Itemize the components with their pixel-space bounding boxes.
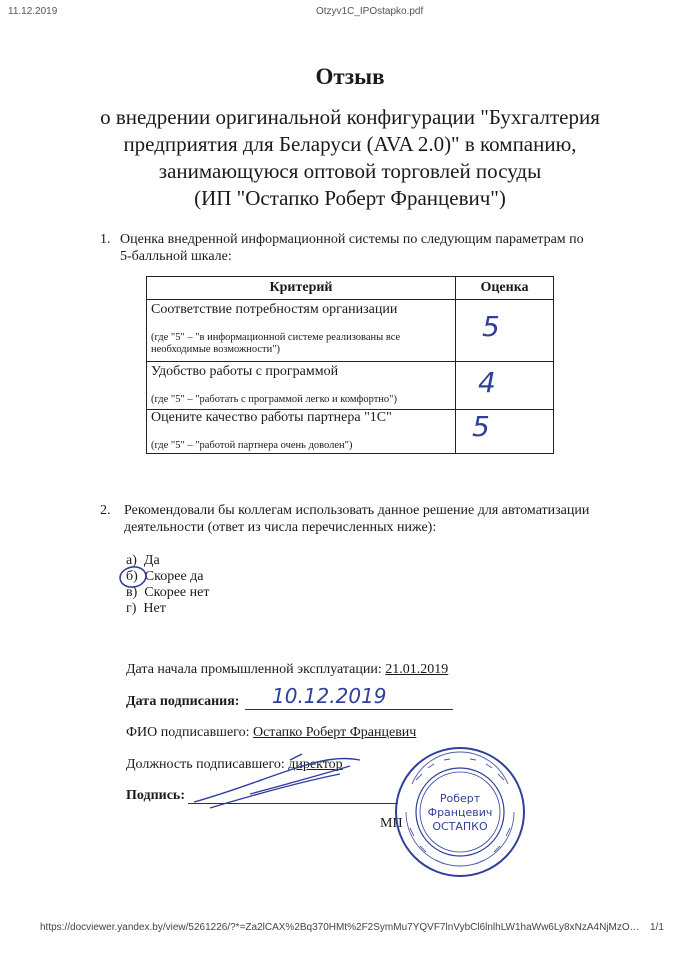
q1-text-line1: Оценка внедренной информационной системы по следующим параметрам по	[120, 232, 584, 247]
score-cell	[456, 362, 554, 410]
criterion-text: Удобство работы с программой	[151, 364, 339, 379]
subtitle-line: (ИП "Остапко Роберт Францевич")	[194, 186, 506, 210]
selected-option-circle	[116, 564, 150, 590]
handwritten-score: 5	[472, 410, 490, 443]
sign-date-line	[245, 709, 453, 710]
option-letter: а)	[126, 553, 137, 568]
option-text: Нет	[143, 601, 166, 616]
q1-number: 1.	[100, 232, 111, 247]
option-letter: б)	[126, 569, 138, 584]
table-row	[147, 410, 554, 454]
option-letter: в)	[126, 585, 138, 600]
criterion-cell	[147, 362, 456, 410]
document-subtitle	[100, 104, 600, 212]
q2-text-line1: Рекомендовали бы коллегам использовать данное решение для автоматизации	[124, 503, 590, 518]
signature-label: Подпись:	[126, 788, 185, 803]
fio-value: Остапко Роберт Францевич	[252, 725, 417, 740]
subtitle-line: занимающуюся оптовой торговлей посуды	[158, 159, 542, 183]
col-score-header: Оценка	[456, 277, 554, 300]
criterion-note: (где "5" – "в информационной системе реализованы все необходимые возможности")	[151, 332, 401, 355]
criterion-cell	[147, 410, 456, 454]
company-stamp	[392, 744, 528, 880]
start-date-row	[126, 662, 448, 678]
criterion-note: (где "5" – "работать с программой легко и комфортно")	[151, 394, 397, 405]
q2-number: 2.	[100, 503, 111, 518]
q1-text-line2: 5-балльной шкале:	[120, 249, 232, 264]
criterion-text: Оцените качество работы партнера "1С"	[151, 410, 392, 425]
start-date-label: Дата начала промышленной эксплуатации:	[126, 662, 382, 677]
criterion-note: (где "5" – "работой партнера очень доволен")	[151, 440, 353, 451]
score-cell	[456, 410, 554, 454]
start-date-value: 21.01.2019	[385, 662, 449, 677]
stamp-line: ОСТАПКО	[432, 820, 488, 833]
print-page-number: 1/1	[650, 922, 664, 933]
option-letter: г)	[126, 601, 137, 616]
handwritten-score: 5	[482, 310, 500, 343]
table-row	[147, 300, 554, 362]
criterion-cell	[147, 300, 456, 362]
subtitle-line: предприятия для Беларуси (AVA 2.0)" в компанию,	[123, 132, 577, 156]
table-header-row	[147, 277, 554, 300]
stamp-line: Роберт	[439, 792, 481, 805]
sign-date-label: Дата подписания:	[126, 694, 240, 709]
option-text: Скорее да	[144, 569, 204, 584]
col-criterion-header: Критерий	[147, 277, 456, 300]
stamp-place-label: МП	[380, 816, 403, 831]
handwritten-sign-date: 10.12.2019	[272, 684, 387, 708]
handwritten-score: 4	[478, 366, 496, 399]
score-cell	[456, 300, 554, 362]
subtitle-line: о внедрении оригинальной конфигурации "Бухгалтерия	[100, 105, 600, 129]
option-text: Скорее нет	[144, 585, 210, 600]
fio-row	[126, 725, 416, 741]
position-label: Должность подписавшего:	[126, 757, 285, 772]
stamp-line: Францевич	[427, 806, 493, 819]
option-text: Да	[143, 553, 160, 568]
criterion-text: Соответствие потребностям организации	[151, 302, 398, 317]
print-date: 11.12.2019	[8, 6, 58, 17]
print-url: https://docviewer.yandex.by/view/5261226/?*=Za2lCAX%2Bq370HMt%2F2SymMu7YQVF7lnVybCl6lnlhLW1haWw6Ly8xNzA4NjMzO…	[40, 922, 640, 933]
position-value: директор	[288, 757, 343, 772]
document-title: Отзыв	[315, 64, 385, 89]
criteria-table	[146, 276, 554, 454]
handwritten-signature	[190, 752, 400, 812]
table-row	[147, 362, 554, 410]
print-filename: Otzyv1C_IPOstapko.pdf	[316, 6, 424, 17]
option-d	[126, 601, 166, 617]
q2-text-line2: деятельности (ответ из числа перечисленных ниже):	[124, 520, 437, 535]
fio-label: ФИО подписавшего:	[126, 725, 250, 740]
